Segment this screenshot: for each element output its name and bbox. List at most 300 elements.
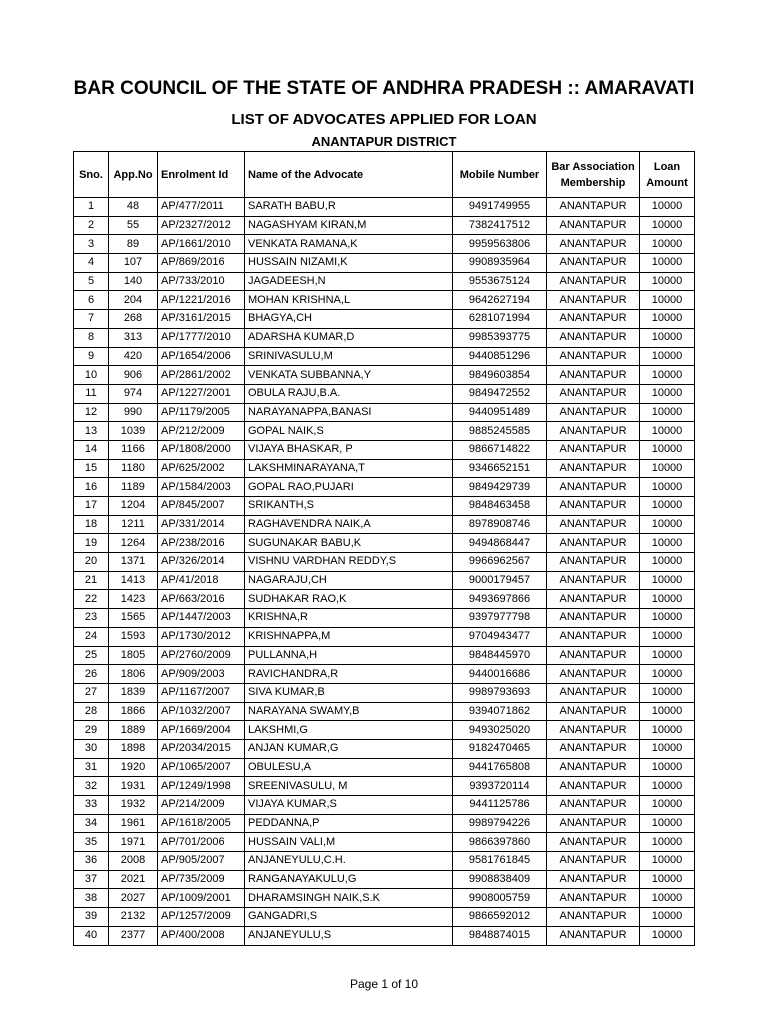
table-row	[74, 347, 695, 366]
cell-loan-amount: 10000	[640, 347, 695, 366]
table-row	[74, 889, 695, 908]
cell-bar-association: ANANTAPUR	[547, 272, 640, 291]
cell-mobile-number: 9908005759	[453, 889, 547, 908]
cell-bar-association: ANANTAPUR	[547, 403, 640, 422]
table-row	[74, 852, 695, 871]
cell-sno: 32	[74, 777, 109, 796]
document-subtitle: LIST OF ADVOCATES APPLIED FOR LOAN	[231, 111, 537, 128]
cell-mobile-number: 6281071994	[453, 310, 547, 329]
cell-advocate-name: VENKATA SUBBANNA,Y	[245, 366, 453, 385]
cell-advocate-name: KRISHNAPPA,M	[245, 627, 453, 646]
cell-loan-amount: 10000	[640, 440, 695, 459]
cell-appno: 48	[109, 198, 158, 217]
cell-appno: 1593	[109, 627, 158, 646]
cell-enrolment-id: AP/1065/2007	[158, 758, 245, 777]
cell-sno: 36	[74, 852, 109, 871]
cell-bar-association: ANANTAPUR	[547, 627, 640, 646]
cell-appno: 55	[109, 216, 158, 235]
cell-sno: 23	[74, 609, 109, 628]
table-row	[74, 254, 695, 273]
cell-loan-amount: 10000	[640, 796, 695, 815]
cell-advocate-name: ANJAN KUMAR,G	[245, 739, 453, 758]
cell-mobile-number: 9441125786	[453, 796, 547, 815]
cell-advocate-name: SIVA KUMAR,B	[245, 683, 453, 702]
cell-mobile-number: 9849472552	[453, 384, 547, 403]
page-number: Page 1 of 10	[349, 977, 419, 991]
cell-sno: 39	[74, 908, 109, 927]
column-header-appno: App.No	[109, 152, 158, 198]
cell-sno: 2	[74, 216, 109, 235]
cell-enrolment-id: AP/1447/2003	[158, 609, 245, 628]
cell-sno: 28	[74, 702, 109, 721]
cell-bar-association: ANANTAPUR	[547, 870, 640, 889]
cell-appno: 1889	[109, 721, 158, 740]
cell-loan-amount: 10000	[640, 403, 695, 422]
table-row	[74, 198, 695, 217]
table-row	[74, 366, 695, 385]
cell-sno: 22	[74, 590, 109, 609]
column-header-enrolment-id: Enrolment Id	[158, 152, 245, 198]
cell-loan-amount: 10000	[640, 646, 695, 665]
cell-enrolment-id: AP/238/2016	[158, 534, 245, 553]
cell-mobile-number: 9553675124	[453, 272, 547, 291]
cell-advocate-name: LAKSHMI,G	[245, 721, 453, 740]
cell-bar-association: ANANTAPUR	[547, 553, 640, 572]
cell-bar-association: ANANTAPUR	[547, 571, 640, 590]
cell-enrolment-id: AP/214/2009	[158, 796, 245, 815]
cell-advocate-name: LAKSHMINARAYANA,T	[245, 459, 453, 478]
cell-enrolment-id: AP/1032/2007	[158, 702, 245, 721]
cell-mobile-number: 9989794226	[453, 814, 547, 833]
cell-bar-association: ANANTAPUR	[547, 254, 640, 273]
table-row	[74, 440, 695, 459]
cell-appno: 1189	[109, 478, 158, 497]
cell-sno: 3	[74, 235, 109, 254]
cell-bar-association: ANANTAPUR	[547, 235, 640, 254]
cell-loan-amount: 10000	[640, 870, 695, 889]
cell-appno: 107	[109, 254, 158, 273]
column-header-bar-association: Bar Association Membership	[547, 152, 640, 198]
column-header-mobile-number: Mobile Number	[453, 152, 547, 198]
cell-advocate-name: VENKATA RAMANA,K	[245, 235, 453, 254]
cell-advocate-name: VIJAYA KUMAR,S	[245, 796, 453, 815]
column-header-loan-amount: Loan Amount	[640, 152, 695, 198]
cell-mobile-number: 9441765808	[453, 758, 547, 777]
cell-bar-association: ANANTAPUR	[547, 702, 640, 721]
cell-loan-amount: 10000	[640, 758, 695, 777]
cell-bar-association: ANANTAPUR	[547, 422, 640, 441]
cell-sno: 26	[74, 665, 109, 684]
cell-sno: 10	[74, 366, 109, 385]
cell-appno: 990	[109, 403, 158, 422]
cell-mobile-number: 9848445970	[453, 646, 547, 665]
cell-enrolment-id: AP/1661/2010	[158, 235, 245, 254]
cell-appno: 2021	[109, 870, 158, 889]
cell-mobile-number: 9959563806	[453, 235, 547, 254]
cell-appno: 1264	[109, 534, 158, 553]
cell-bar-association: ANANTAPUR	[547, 310, 640, 329]
cell-sno: 31	[74, 758, 109, 777]
cell-enrolment-id: AP/1249/1998	[158, 777, 245, 796]
cell-enrolment-id: AP/1179/2005	[158, 403, 245, 422]
cell-sno: 6	[74, 291, 109, 310]
cell-bar-association: ANANTAPUR	[547, 721, 640, 740]
cell-sno: 35	[74, 833, 109, 852]
cell-mobile-number: 9346652151	[453, 459, 547, 478]
cell-loan-amount: 10000	[640, 254, 695, 273]
cell-mobile-number: 9908935964	[453, 254, 547, 273]
cell-loan-amount: 10000	[640, 908, 695, 927]
cell-loan-amount: 10000	[640, 702, 695, 721]
cell-advocate-name: MOHAN KRISHNA,L	[245, 291, 453, 310]
cell-loan-amount: 10000	[640, 515, 695, 534]
cell-advocate-name: SUGUNAKAR BABU,K	[245, 534, 453, 553]
cell-appno: 1920	[109, 758, 158, 777]
cell-enrolment-id: AP/2034/2015	[158, 739, 245, 758]
cell-advocate-name: HUSSAIN NIZAMI,K	[245, 254, 453, 273]
cell-loan-amount: 10000	[640, 571, 695, 590]
cell-sno: 8	[74, 328, 109, 347]
cell-enrolment-id: AP/733/2010	[158, 272, 245, 291]
cell-mobile-number: 9440951489	[453, 403, 547, 422]
cell-mobile-number: 9985393775	[453, 328, 547, 347]
cell-bar-association: ANANTAPUR	[547, 739, 640, 758]
cell-bar-association: ANANTAPUR	[547, 852, 640, 871]
cell-mobile-number: 9493025020	[453, 721, 547, 740]
cell-enrolment-id: AP/1221/2016	[158, 291, 245, 310]
cell-loan-amount: 10000	[640, 272, 695, 291]
cell-mobile-number: 9866397860	[453, 833, 547, 852]
cell-loan-amount: 10000	[640, 422, 695, 441]
cell-bar-association: ANANTAPUR	[547, 758, 640, 777]
cell-appno: 1565	[109, 609, 158, 628]
cell-bar-association: ANANTAPUR	[547, 814, 640, 833]
cell-sno: 14	[74, 440, 109, 459]
cell-appno: 1805	[109, 646, 158, 665]
cell-advocate-name: ANJANEYULU,S	[245, 926, 453, 945]
cell-advocate-name: NAGARAJU,CH	[245, 571, 453, 590]
cell-appno: 140	[109, 272, 158, 291]
cell-enrolment-id: AP/663/2016	[158, 590, 245, 609]
cell-enrolment-id: AP/869/2016	[158, 254, 245, 273]
cell-enrolment-id: AP/2327/2012	[158, 216, 245, 235]
cell-appno: 906	[109, 366, 158, 385]
cell-appno: 2027	[109, 889, 158, 908]
cell-advocate-name: NARAYANA SWAMY,B	[245, 702, 453, 721]
cell-bar-association: ANANTAPUR	[547, 777, 640, 796]
cell-bar-association: ANANTAPUR	[547, 908, 640, 927]
cell-sno: 18	[74, 515, 109, 534]
cell-appno: 1204	[109, 497, 158, 516]
cell-enrolment-id: AP/400/2008	[158, 926, 245, 945]
cell-mobile-number: 9440016686	[453, 665, 547, 684]
cell-mobile-number: 9885245585	[453, 422, 547, 441]
cell-mobile-number: 9393720114	[453, 777, 547, 796]
cell-loan-amount: 10000	[640, 459, 695, 478]
cell-advocate-name: PULLANNA,H	[245, 646, 453, 665]
cell-sno: 37	[74, 870, 109, 889]
cell-enrolment-id: AP/625/2002	[158, 459, 245, 478]
cell-mobile-number: 9848874015	[453, 926, 547, 945]
cell-loan-amount: 10000	[640, 683, 695, 702]
cell-appno: 1371	[109, 553, 158, 572]
cell-sno: 21	[74, 571, 109, 590]
cell-advocate-name: GANGADRI,S	[245, 908, 453, 927]
cell-mobile-number: 9642627194	[453, 291, 547, 310]
cell-advocate-name: RANGANAYAKULU,G	[245, 870, 453, 889]
cell-sno: 20	[74, 553, 109, 572]
cell-mobile-number: 9966962567	[453, 553, 547, 572]
cell-appno: 204	[109, 291, 158, 310]
cell-sno: 25	[74, 646, 109, 665]
cell-loan-amount: 10000	[640, 198, 695, 217]
cell-mobile-number: 9394071862	[453, 702, 547, 721]
cell-enrolment-id: AP/2760/2009	[158, 646, 245, 665]
table-row	[74, 216, 695, 235]
cell-appno: 268	[109, 310, 158, 329]
cell-mobile-number: 9182470465	[453, 739, 547, 758]
cell-sno: 15	[74, 459, 109, 478]
cell-mobile-number: 9494868447	[453, 534, 547, 553]
cell-bar-association: ANANTAPUR	[547, 833, 640, 852]
cell-sno: 5	[74, 272, 109, 291]
cell-advocate-name: NARAYANAPPA,BANASI	[245, 403, 453, 422]
table-row	[74, 515, 695, 534]
cell-loan-amount: 10000	[640, 366, 695, 385]
cell-bar-association: ANANTAPUR	[547, 198, 640, 217]
cell-advocate-name: JAGADEESH,N	[245, 272, 453, 291]
cell-loan-amount: 10000	[640, 291, 695, 310]
cell-appno: 1166	[109, 440, 158, 459]
table-row	[74, 422, 695, 441]
table-row	[74, 627, 695, 646]
cell-enrolment-id: AP/701/2006	[158, 833, 245, 852]
cell-advocate-name: KRISHNA,R	[245, 609, 453, 628]
table-row	[74, 534, 695, 553]
cell-appno: 1039	[109, 422, 158, 441]
table-row	[74, 739, 695, 758]
column-header-sno: Sno.	[74, 152, 109, 198]
cell-enrolment-id: AP/1730/2012	[158, 627, 245, 646]
cell-advocate-name: RAGHAVENDRA NAIK,A	[245, 515, 453, 534]
cell-sno: 4	[74, 254, 109, 273]
cell-sno: 19	[74, 534, 109, 553]
table-row	[74, 384, 695, 403]
table-row	[74, 814, 695, 833]
cell-loan-amount: 10000	[640, 328, 695, 347]
table-row	[74, 683, 695, 702]
table-row	[74, 833, 695, 852]
cell-enrolment-id: AP/1618/2005	[158, 814, 245, 833]
table-header-row	[74, 152, 695, 198]
cell-appno: 2132	[109, 908, 158, 927]
cell-loan-amount: 10000	[640, 739, 695, 758]
table-row	[74, 291, 695, 310]
cell-advocate-name: SREENIVASULU, M	[245, 777, 453, 796]
cell-advocate-name: NAGASHYAM KIRAN,M	[245, 216, 453, 235]
cell-appno: 1932	[109, 796, 158, 815]
cell-enrolment-id: AP/477/2011	[158, 198, 245, 217]
document-title: BAR COUNCIL OF THE STATE OF ANDHRA PRADESH :: AMARAVATI	[73, 78, 695, 99]
table-row	[74, 310, 695, 329]
cell-enrolment-id: AP/1257/2009	[158, 908, 245, 927]
table-row	[74, 497, 695, 516]
table-row	[74, 328, 695, 347]
cell-bar-association: ANANTAPUR	[547, 646, 640, 665]
cell-advocate-name: VIJAYA BHASKAR, P	[245, 440, 453, 459]
cell-bar-association: ANANTAPUR	[547, 328, 640, 347]
cell-mobile-number: 9908838409	[453, 870, 547, 889]
cell-enrolment-id: AP/1654/2006	[158, 347, 245, 366]
cell-appno: 1413	[109, 571, 158, 590]
cell-bar-association: ANANTAPUR	[547, 366, 640, 385]
cell-sno: 40	[74, 926, 109, 945]
table-row	[74, 646, 695, 665]
table-row	[74, 908, 695, 927]
cell-enrolment-id: AP/331/2014	[158, 515, 245, 534]
cell-appno: 1898	[109, 739, 158, 758]
cell-enrolment-id: AP/41/2018	[158, 571, 245, 590]
cell-appno: 2008	[109, 852, 158, 871]
cell-appno: 1971	[109, 833, 158, 852]
cell-advocate-name: SRINIVASULU,M	[245, 347, 453, 366]
cell-advocate-name: HUSSAIN VALI,M	[245, 833, 453, 852]
table-row	[74, 478, 695, 497]
cell-mobile-number: 9989793693	[453, 683, 547, 702]
cell-appno: 1839	[109, 683, 158, 702]
table-row	[74, 403, 695, 422]
cell-loan-amount: 10000	[640, 235, 695, 254]
table-row	[74, 571, 695, 590]
cell-bar-association: ANANTAPUR	[547, 291, 640, 310]
cell-appno: 313	[109, 328, 158, 347]
cell-mobile-number: 9440851296	[453, 347, 547, 366]
cell-advocate-name: OBULA RAJU,B.A.	[245, 384, 453, 403]
cell-enrolment-id: AP/735/2009	[158, 870, 245, 889]
cell-mobile-number: 9397977798	[453, 609, 547, 628]
cell-sno: 9	[74, 347, 109, 366]
cell-advocate-name: SUDHAKAR RAO,K	[245, 590, 453, 609]
cell-enrolment-id: AP/1167/2007	[158, 683, 245, 702]
cell-bar-association: ANANTAPUR	[547, 590, 640, 609]
cell-loan-amount: 10000	[640, 553, 695, 572]
cell-enrolment-id: AP/1777/2010	[158, 328, 245, 347]
cell-enrolment-id: AP/326/2014	[158, 553, 245, 572]
table-row	[74, 553, 695, 572]
cell-enrolment-id: AP/905/2007	[158, 852, 245, 871]
cell-appno: 1931	[109, 777, 158, 796]
cell-mobile-number: 9866714822	[453, 440, 547, 459]
cell-bar-association: ANANTAPUR	[547, 665, 640, 684]
cell-appno: 1423	[109, 590, 158, 609]
cell-bar-association: ANANTAPUR	[547, 216, 640, 235]
column-header-advocate-name: Name of the Advocate	[245, 152, 453, 198]
cell-enrolment-id: AP/845/2007	[158, 497, 245, 516]
table-row	[74, 702, 695, 721]
cell-mobile-number: 9849429739	[453, 478, 547, 497]
cell-advocate-name: OBULESU,A	[245, 758, 453, 777]
cell-advocate-name: PEDDANNA,P	[245, 814, 453, 833]
cell-appno: 1180	[109, 459, 158, 478]
cell-bar-association: ANANTAPUR	[547, 534, 640, 553]
cell-appno: 1211	[109, 515, 158, 534]
cell-bar-association: ANANTAPUR	[547, 440, 640, 459]
table-row	[74, 926, 695, 945]
cell-mobile-number: 9491749955	[453, 198, 547, 217]
table-row	[74, 777, 695, 796]
cell-loan-amount: 10000	[640, 310, 695, 329]
table-row	[74, 235, 695, 254]
cell-mobile-number: 8978908746	[453, 515, 547, 534]
cell-enrolment-id: AP/212/2009	[158, 422, 245, 441]
cell-loan-amount: 10000	[640, 665, 695, 684]
cell-loan-amount: 10000	[640, 478, 695, 497]
cell-enrolment-id: AP/1584/2003	[158, 478, 245, 497]
cell-bar-association: ANANTAPUR	[547, 683, 640, 702]
cell-bar-association: ANANTAPUR	[547, 926, 640, 945]
cell-enrolment-id: AP/1808/2000	[158, 440, 245, 459]
cell-sno: 11	[74, 384, 109, 403]
table-row	[74, 609, 695, 628]
cell-loan-amount: 10000	[640, 497, 695, 516]
cell-sno: 24	[74, 627, 109, 646]
cell-bar-association: ANANTAPUR	[547, 796, 640, 815]
cell-mobile-number: 9849603854	[453, 366, 547, 385]
cell-sno: 12	[74, 403, 109, 422]
cell-enrolment-id: AP/1669/2004	[158, 721, 245, 740]
cell-appno: 1806	[109, 665, 158, 684]
cell-loan-amount: 10000	[640, 590, 695, 609]
cell-sno: 1	[74, 198, 109, 217]
table-row	[74, 665, 695, 684]
cell-loan-amount: 10000	[640, 852, 695, 871]
cell-advocate-name: RAVICHANDRA,R	[245, 665, 453, 684]
cell-appno: 89	[109, 235, 158, 254]
cell-loan-amount: 10000	[640, 216, 695, 235]
table-body	[74, 198, 695, 946]
cell-mobile-number: 9848463458	[453, 497, 547, 516]
cell-sno: 7	[74, 310, 109, 329]
cell-loan-amount: 10000	[640, 833, 695, 852]
cell-advocate-name: GOPAL NAIK,S	[245, 422, 453, 441]
cell-enrolment-id: AP/3161/2015	[158, 310, 245, 329]
cell-mobile-number: 7382417512	[453, 216, 547, 235]
table-row	[74, 796, 695, 815]
cell-loan-amount: 10000	[640, 814, 695, 833]
cell-bar-association: ANANTAPUR	[547, 347, 640, 366]
cell-appno: 974	[109, 384, 158, 403]
table-row	[74, 870, 695, 889]
cell-sno: 34	[74, 814, 109, 833]
cell-sno: 27	[74, 683, 109, 702]
cell-bar-association: ANANTAPUR	[547, 609, 640, 628]
cell-sno: 29	[74, 721, 109, 740]
cell-advocate-name: DHARAMSINGH NAIK,S.K	[245, 889, 453, 908]
cell-bar-association: ANANTAPUR	[547, 459, 640, 478]
cell-sno: 17	[74, 497, 109, 516]
cell-sno: 16	[74, 478, 109, 497]
cell-loan-amount: 10000	[640, 926, 695, 945]
cell-loan-amount: 10000	[640, 384, 695, 403]
cell-appno: 1961	[109, 814, 158, 833]
cell-sno: 33	[74, 796, 109, 815]
cell-enrolment-id: AP/1009/2001	[158, 889, 245, 908]
cell-enrolment-id: AP/909/2003	[158, 665, 245, 684]
district-heading: ANANTAPUR DISTRICT	[311, 134, 457, 149]
cell-appno: 1866	[109, 702, 158, 721]
cell-bar-association: ANANTAPUR	[547, 478, 640, 497]
cell-enrolment-id: AP/1227/2001	[158, 384, 245, 403]
